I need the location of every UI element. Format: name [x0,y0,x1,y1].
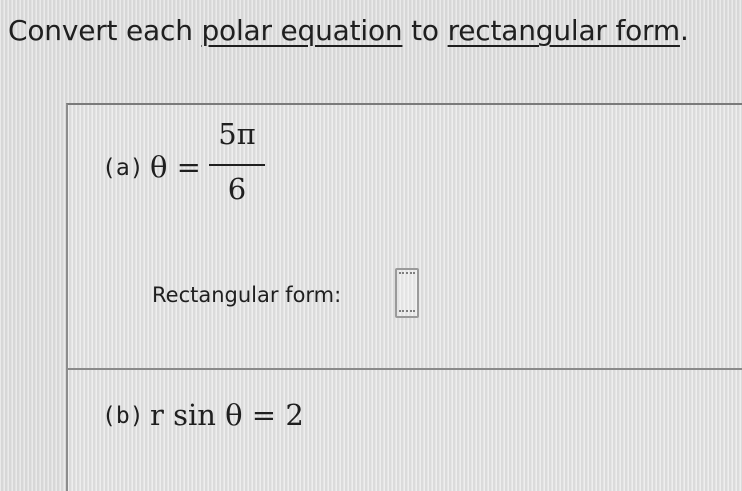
part-a-lhs: θ = [150,150,201,184]
answer-input[interactable] [395,268,419,318]
rectangular-form-label: Rectangular form: [152,283,342,307]
polar-equation-link[interactable]: polar equation [201,14,403,47]
rectangular-form-link[interactable]: rectangular form [447,14,680,47]
part-b-equation: r sin θ = 2 [150,398,304,432]
instruction-prefix: Convert each [8,14,202,47]
part-b-label: (b) [102,403,144,429]
divider [68,368,742,370]
instruction-suffix: . [679,14,689,47]
instruction-middle: to [402,14,448,47]
fraction-denominator: 6 [227,172,247,206]
part-a-fraction [209,117,265,217]
question-card [66,103,742,491]
instruction-text [8,14,689,47]
fraction-bar [209,164,265,166]
fraction-numerator: 5π [218,117,256,151]
part-a-label: (a) [102,155,144,181]
